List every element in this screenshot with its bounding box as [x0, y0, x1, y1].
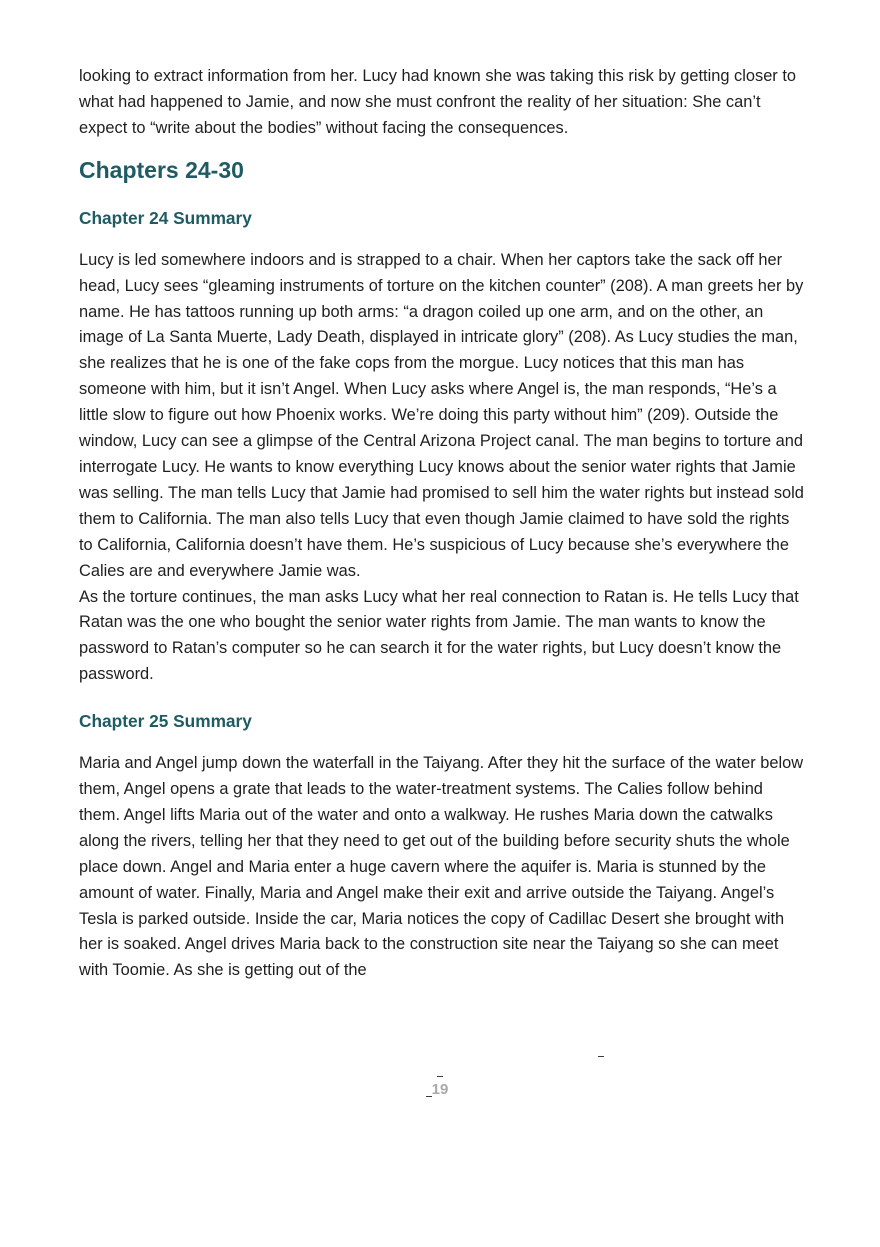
document-page: [79, 64, 807, 984]
intro-paragraph: looking to extract information from her. Lucy had known she was taking this risk by getting closer to what had happened to Jamie, and now she must confront the reality of her situation: She can’t expect to “write about the bodies” without facing the consequences.: [79, 67, 796, 137]
chapter-24-paragraph-1: Lucy is led somewhere indoors and is strapped to a chair. When her captors take the sack off her head, Lucy sees “gleaming instruments of torture on the kitchen counter” (208). A man greets her by name. He has tattoos running up both arms: “a dragon coiled up one arm, and on the other, an image of La Santa Muerte, Lady Death, displayed in intricate glory” (208). As Lucy studies the man, she realizes that he is one of the fake cops from the morgue. Lucy notices that this man has someone with him, but it isn’t Angel. When Lucy asks where Angel is, the man responds, “He’s a little slow to figure out how Phoenix works. We’re doing this party without him” (209). Outside the window, Lucy can see a glimpse of the Central Arizona Project canal. The man begins to torture and interrogate Lucy. He wants to know everything Lucy knows about the senior water rights that Jamie was selling. The man tells Lucy that Jamie had promised to sell him the water rights but instead sold them to California. The man also tells Lucy that even though Jamie claimed to have sold the rights to California, California doesn’t have them. He’s suspicious of Lucy because she’s everywhere the Calies are and everywhere Jamie was.: [79, 250, 804, 580]
chapter-25-heading: Chapter 25 Summary: [79, 711, 252, 732]
decorative-dash: [598, 1056, 604, 1057]
chapter-25-paragraph-1: Maria and Angel jump down the waterfall in the Taiyang. After they hit the surface of the water below them, Angel opens a grate that leads to the water-treatment systems. The Calies follow behind them. Angel lifts Maria out of the water and onto a walkway. He rushes Maria down the catwalks along the rivers, telling her that they need to get out of the building before security shuts the whole place down. Angel and Maria enter a huge cavern where the aquifer is. Maria is stunned by the amount of water. Finally, Maria and Angel make their exit and arrive outside the Taiyang. Angel’s Tesla is parked outside. Inside the car, Maria notices the copy of Cadillac Desert she brought with her is soaked. Angel drives Maria back to the construction site near the Taiyang so she can meet with Toomie. As she is getting out of the: [79, 754, 804, 980]
section-heading: Chapters 24-30: [79, 156, 244, 183]
chapter-24-paragraph-2: As the torture continues, the man asks Lucy what her real connection to Ratan is. He tells Lucy that Ratan was the one who bought the senior water rights from Jamie. The man wants to know the password to Ratan’s computer so he can search it for the water rights, but Lucy doesn’t know the password.: [79, 587, 799, 684]
page-number: 19: [431, 1081, 449, 1098]
decorative-dash: [437, 1076, 443, 1077]
chapter-24-heading: Chapter 24 Summary: [79, 207, 252, 228]
